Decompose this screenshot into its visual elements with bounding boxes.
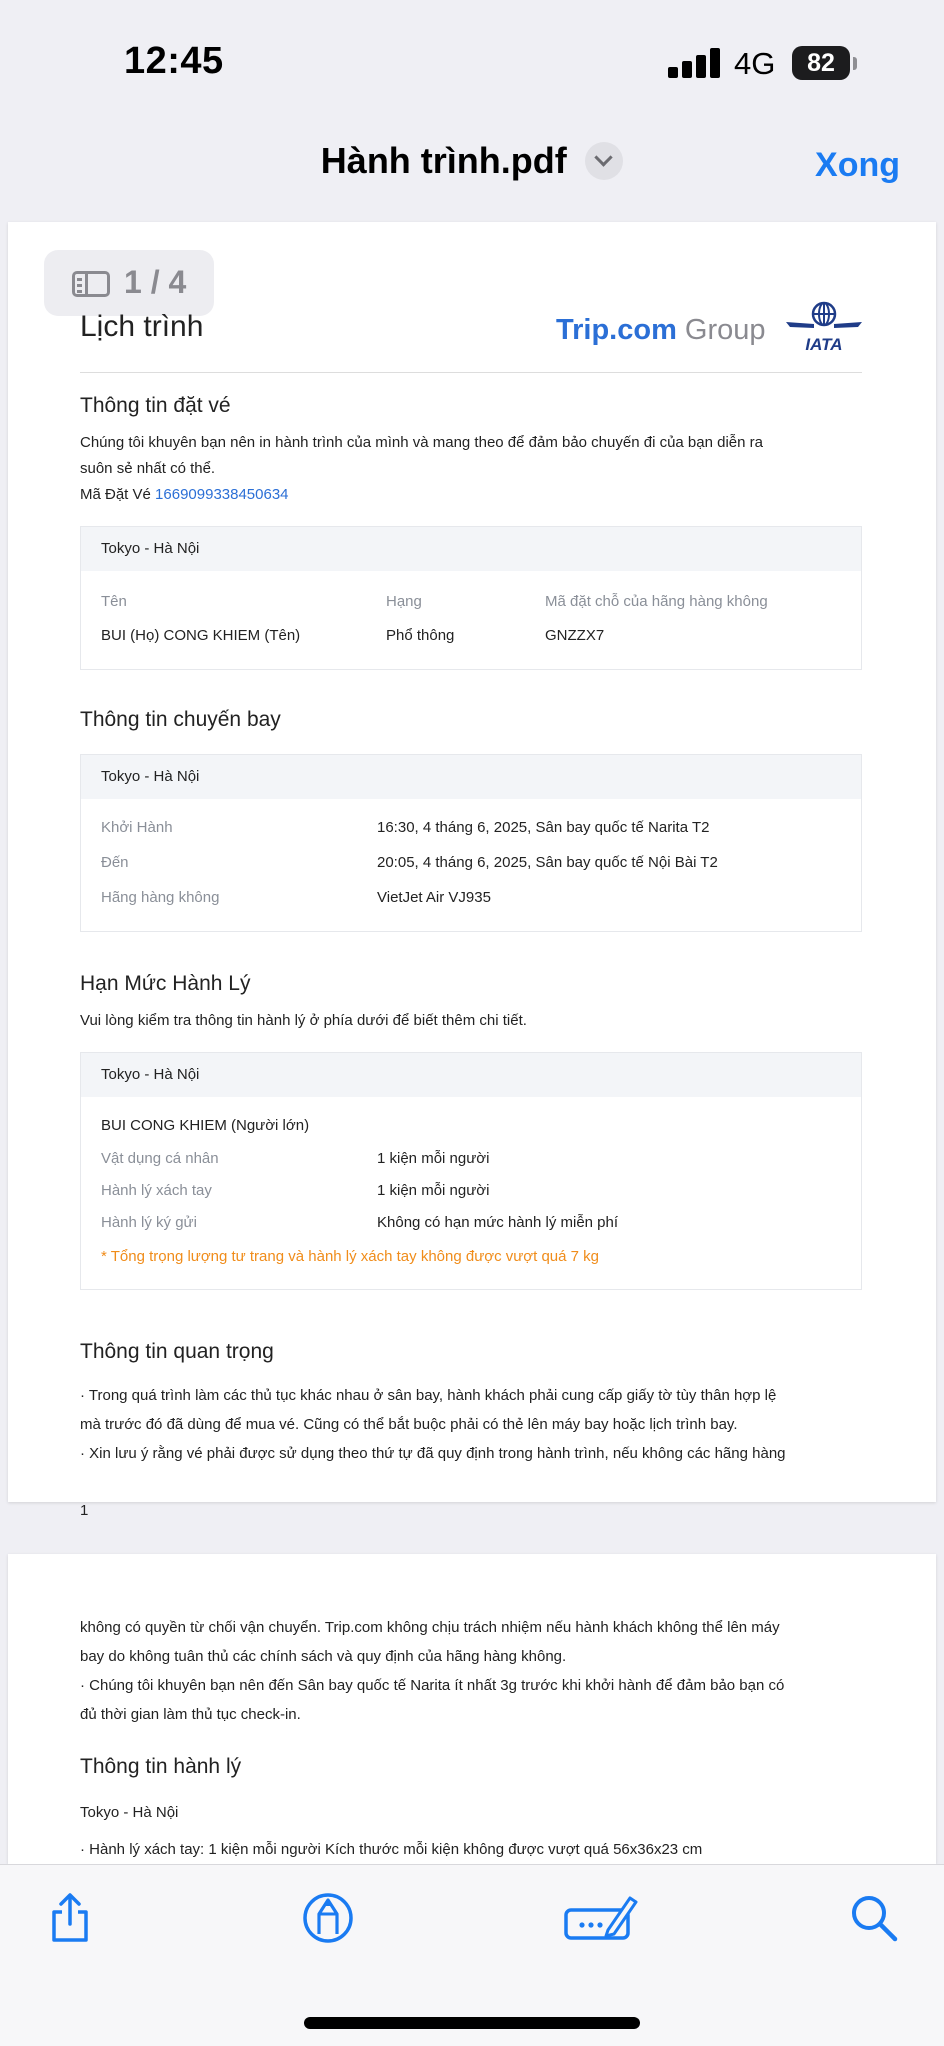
flight-heading: Thông tin chuyến bay bbox=[80, 708, 281, 731]
baggage-info-heading: Thông tin hành lý bbox=[80, 1755, 242, 1778]
personal-item-value: 1 kiện mỗi người bbox=[377, 1150, 490, 1167]
tripcom-logo bbox=[556, 314, 766, 347]
search-icon[interactable] bbox=[846, 1890, 902, 1946]
important-line1: · Trong quá trình làm các thủ tục khác nhau ở sân bay, hành khách phải cung cấp giấy tờ tùy thân hợp lệ bbox=[80, 1387, 777, 1404]
signature-icon[interactable] bbox=[562, 1890, 640, 1946]
booking-code-row bbox=[80, 482, 870, 508]
page-number: 1 bbox=[80, 1502, 89, 1519]
iata-logo bbox=[784, 300, 864, 354]
page-indicator-text: 1 / 4 bbox=[124, 264, 187, 300]
important-text bbox=[80, 1381, 870, 1468]
booking-intro bbox=[80, 430, 870, 508]
baggage-card bbox=[80, 1052, 862, 1290]
booking-code-label: Mã Đặt Vé bbox=[80, 486, 151, 503]
page2-line2: bay do không tuân thủ các chính sách và quy định của hãng hàng không. bbox=[80, 1648, 567, 1665]
pnr-label: Mã đặt chỗ của hãng hàng không bbox=[545, 593, 768, 610]
booking-card bbox=[80, 526, 862, 670]
booking-route: Tokyo - Hà Nội bbox=[81, 527, 861, 571]
baggage-route: Tokyo - Hà Nội bbox=[81, 1053, 861, 1097]
iata-text: IATA bbox=[805, 335, 843, 354]
header-divider bbox=[80, 372, 862, 373]
document-title-menu[interactable] bbox=[0, 140, 944, 182]
class-label: Hạng bbox=[386, 593, 422, 610]
carry-on-label: Hành lý xách tay bbox=[101, 1182, 212, 1199]
tripcom-logo-text: Trip.com bbox=[556, 314, 677, 346]
baggage-weight-note: * Tổng trọng lượng tư trang và hành lý xách tay không được vượt quá 7 kg bbox=[101, 1248, 600, 1265]
booking-intro-line2: suôn sẻ nhất có thể. bbox=[80, 460, 216, 477]
baggage-intro: Vui lòng kiểm tra thông tin hành lý ở phía dưới để biết thêm chi tiết. bbox=[80, 1012, 527, 1029]
status-bar bbox=[0, 0, 944, 130]
arrive-label: Đến bbox=[101, 854, 129, 871]
battery-tip bbox=[853, 57, 857, 70]
baggage-passenger: BUI CONG KHIEM (Người lớn) bbox=[101, 1117, 310, 1134]
share-icon[interactable] bbox=[42, 1890, 98, 1946]
personal-item-label: Vật dụng cá nhân bbox=[101, 1150, 219, 1167]
page-indicator[interactable] bbox=[44, 250, 214, 316]
document-title: Hành trình.pdf bbox=[320, 140, 567, 181]
cabin-class: Phổ thông bbox=[386, 627, 455, 644]
page2-line3: · Chúng tôi khuyên bạn nên đến Sân bay quốc tế Narita ít nhất 3g trước khi khởi hành để đảm bảo bạn có bbox=[80, 1677, 785, 1694]
name-label: Tên bbox=[101, 593, 127, 610]
flight-card bbox=[80, 754, 862, 932]
battery-icon: 82 bbox=[792, 46, 850, 80]
page2-text bbox=[80, 1613, 870, 1729]
checked-label: Hành lý ký gửi bbox=[101, 1214, 197, 1231]
passenger-name: BUI (Họ) CONG KHIEM (Tên) bbox=[101, 627, 301, 644]
itinerary-title: Lịch trình bbox=[80, 310, 204, 343]
status-time: 12:45 bbox=[124, 40, 224, 82]
booking-code-link[interactable]: 1669099338450634 bbox=[155, 486, 289, 503]
done-button[interactable]: Xong bbox=[815, 146, 900, 184]
airline-pnr: GNZZX7 bbox=[545, 627, 605, 644]
carry-on-value: 1 kiện mỗi người bbox=[377, 1182, 490, 1199]
cellular-signal-icon bbox=[668, 48, 720, 78]
important-line2: mà trước đó đã dùng để mua vé. Cũng có thể bắt buộc phải có thẻ lên máy bay hoặc lịch trình bay. bbox=[80, 1416, 738, 1433]
baggage-heading: Hạn Mức Hành Lý bbox=[80, 972, 251, 995]
booking-intro-line1: Chúng tôi khuyên bạn nên in hành trình của mình và mang theo để đảm bảo chuyến đi của bạn diễn ra bbox=[80, 434, 763, 451]
home-indicator[interactable] bbox=[304, 2017, 640, 2029]
baggage-info-route: Tokyo - Hà Nội bbox=[80, 1804, 179, 1821]
booking-heading: Thông tin đặt vé bbox=[80, 394, 231, 417]
airline-label: Hãng hàng không bbox=[101, 889, 220, 906]
important-line3: · Xin lưu ý rằng vé phải được sử dụng theo thứ tự đã quy định trong hành trình, nếu không các hãng hàng bbox=[80, 1445, 786, 1462]
airline-value: VietJet Air VJ935 bbox=[377, 889, 491, 906]
important-heading: Thông tin quan trọng bbox=[80, 1340, 274, 1363]
arrive-value: 20:05, 4 tháng 6, 2025, Sân bay quốc tế Nội Bài T2 bbox=[377, 854, 718, 871]
network-type: 4G bbox=[734, 46, 776, 81]
depart-value: 16:30, 4 tháng 6, 2025, Sân bay quốc tế Narita T2 bbox=[377, 819, 710, 836]
page2-line4: đủ thời gian làm thủ tục check-in. bbox=[80, 1706, 301, 1723]
checked-value: Không có hạn mức hành lý miễn phí bbox=[377, 1214, 619, 1231]
tripcom-group-text: Group bbox=[684, 314, 766, 346]
sidebar-icon bbox=[72, 271, 110, 297]
flight-route: Tokyo - Hà Nội bbox=[81, 755, 861, 799]
chevron-down-icon[interactable] bbox=[585, 142, 623, 180]
depart-label: Khởi Hành bbox=[101, 819, 173, 836]
markup-icon[interactable] bbox=[300, 1890, 356, 1946]
page2-line1: không có quyền từ chối vận chuyển. Trip.com không chịu trách nhiệm nếu hành khách không thể lên máy bbox=[80, 1619, 780, 1636]
baggage-info-line: · Hành lý xách tay: 1 kiện mỗi người Kích thước mỗi kiện không được vượt quá 56x36x23 cm bbox=[80, 1841, 703, 1858]
